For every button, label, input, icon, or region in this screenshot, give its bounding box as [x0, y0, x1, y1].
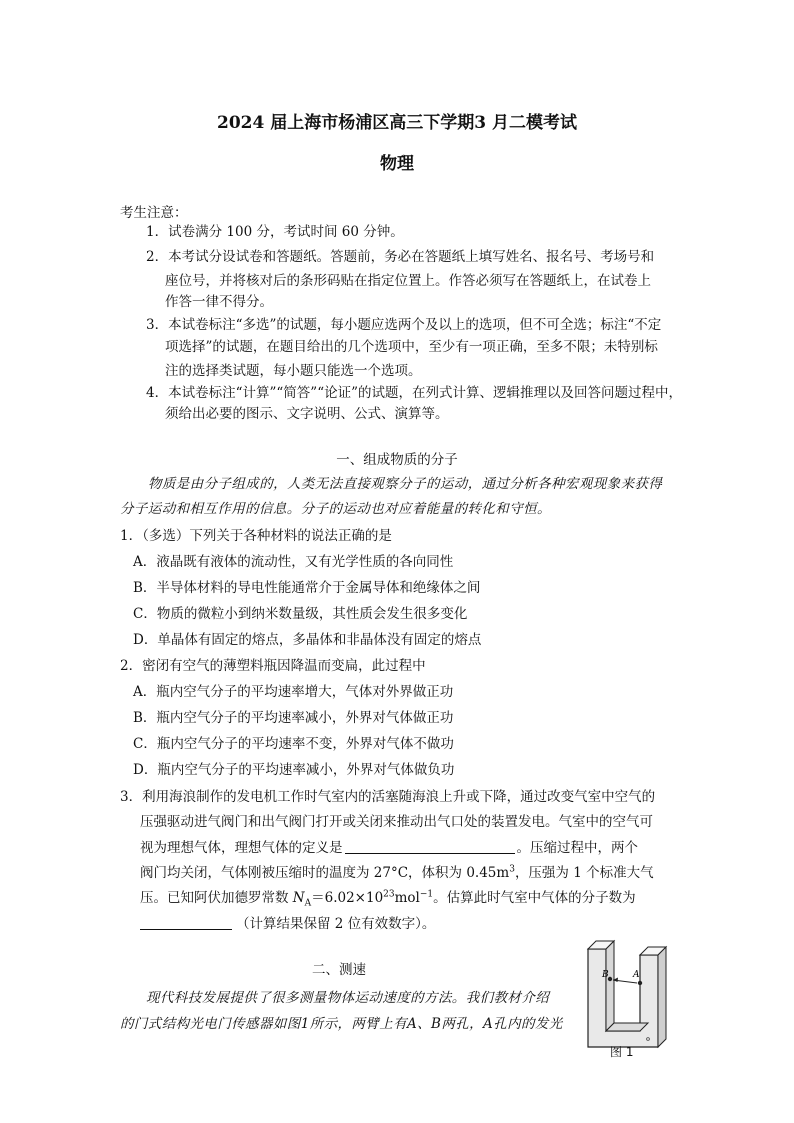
- question-1-option-d: D．单晶体有固定的熔点，多晶体和非晶体没有固定的熔点: [133, 632, 482, 648]
- question-3-line2: 压强驱动进气阀门和出气阀门打开或关闭来推动出气口处的装置发电。气室中的空气可: [140, 814, 653, 830]
- notice-item-2-line3: 作答一律不得分。: [165, 294, 273, 310]
- section-1-heading: 一、组成物质的分子: [336, 452, 458, 468]
- subject-title: 物理: [380, 154, 414, 174]
- question-1-option-c: C．物质的微粒小到纳米数量级，其性质会发生很多变化: [133, 606, 468, 622]
- notice-item-4: 4．本试卷标注“计算”“简答”“论证”的试题，在列式计算、逻辑推理以及回答问题过程中，: [146, 385, 683, 401]
- question-3-line4: 阀门均关闭，气体刚被压缩时的温度为 27°C，体积为 $0.45m^3$，压强为 1 个标准大气: [140, 864, 654, 881]
- notice-item-3-line3: 注的选择类试题，每小题只能选一个选项。: [165, 363, 422, 379]
- hole-a-icon: [638, 981, 642, 985]
- section-2-intro-line1: 现代科技发展提供了很多测量物体运动速度的方法。我们教材介绍: [146, 990, 550, 1006]
- question-1-stem: 1．（多选）下列关于各种材料的说法正确的是: [120, 528, 392, 544]
- section-2-intro-line2: 的门式结构光电门传感器如图1所示，两臂上有A、B两孔，A孔内的发光: [120, 1016, 563, 1032]
- question-2-option-c: C．瓶内空气分子的平均速率不变，外界对气体不做功: [133, 736, 454, 752]
- question-3-line3: 视为理想气体，理想气体的定义是 。压缩过程中，两个: [140, 840, 638, 856]
- question-1-option-a: A．液晶既有液体的流动性，又有光学性质的各向同性: [133, 554, 454, 570]
- photogate-figure: [582, 935, 672, 1055]
- notice-item-2: 2．本考试分设试卷和答题纸。答题前，务必在答题纸上填写姓名、报名号、考场号和: [146, 249, 655, 265]
- figure-caption: 图 1: [610, 1045, 634, 1059]
- notice-item-3-line2: 项选择”的试题，在题目给出的几个选项中，至少有一项正确，至多不限；未特别标: [165, 339, 658, 355]
- label-a: A: [633, 970, 640, 980]
- notice-item-3: 3．本试卷标注“多选”的试题，每小题应选两个及以上的选项，但不可全选；标注“不定: [146, 317, 662, 333]
- notice-heading: 考生注意：: [120, 205, 188, 221]
- answer-blank-definition[interactable]: [345, 839, 515, 854]
- section-1-intro-line2: 分子运动和相互作用的信息。分子的运动也对应着能量的转化和守恒。: [120, 501, 551, 517]
- notice-item-4-line2: 须给出必要的图示、文字说明、公式、演算等。: [165, 406, 449, 422]
- question-3-line6: （计算结果保留 2 位有效数字）。: [140, 912, 435, 932]
- question-2-option-b: B．瓶内空气分子的平均速率减小，外界对气体做正功: [133, 710, 454, 726]
- question-1-option-b: B．半导体材料的导电性能通常介于金属导体和绝缘体之间: [133, 580, 481, 596]
- question-3-line5: 压。已知阿伏加德罗常数 $N_A=6.02\times 10^{23}mol^{-1}$。估算此时气室中气体的分子数为: [140, 889, 636, 909]
- question-2-option-a: A．瓶内空气分子的平均速率增大，气体对外界做正功: [133, 684, 454, 700]
- answer-blank-molecule-count[interactable]: [140, 915, 232, 930]
- question-3-line1: 3．利用海浪制作的发电机工作时气室内的活塞随海浪上升或下降，通过改变气室中空气的: [120, 789, 656, 805]
- notice-item-1: 1．试卷满分 100 分，考试时间 60 分钟。: [146, 224, 404, 240]
- question-2-stem: 2．密闭有空气的薄塑料瓶因降温而变扁，此过程中: [120, 658, 426, 674]
- exam-title: 2024 届上海市杨浦区高三下学期3 月二模考试: [217, 113, 577, 133]
- section-1-intro-line1: 物质是由分子组成的，人类无法直接观察分子的运动，通过分析各种宏观现象来获得: [148, 476, 663, 492]
- section-2-heading: 二、测速: [312, 962, 366, 978]
- label-b: B: [602, 970, 609, 980]
- notice-item-2-line2: 座位号，并将核对后的条形码贴在指定位置上。作答必须写在答题纸上，在试卷上: [165, 273, 651, 289]
- question-2-option-d: D．瓶内空气分子的平均速率减小，外界对气体做负功: [133, 762, 455, 778]
